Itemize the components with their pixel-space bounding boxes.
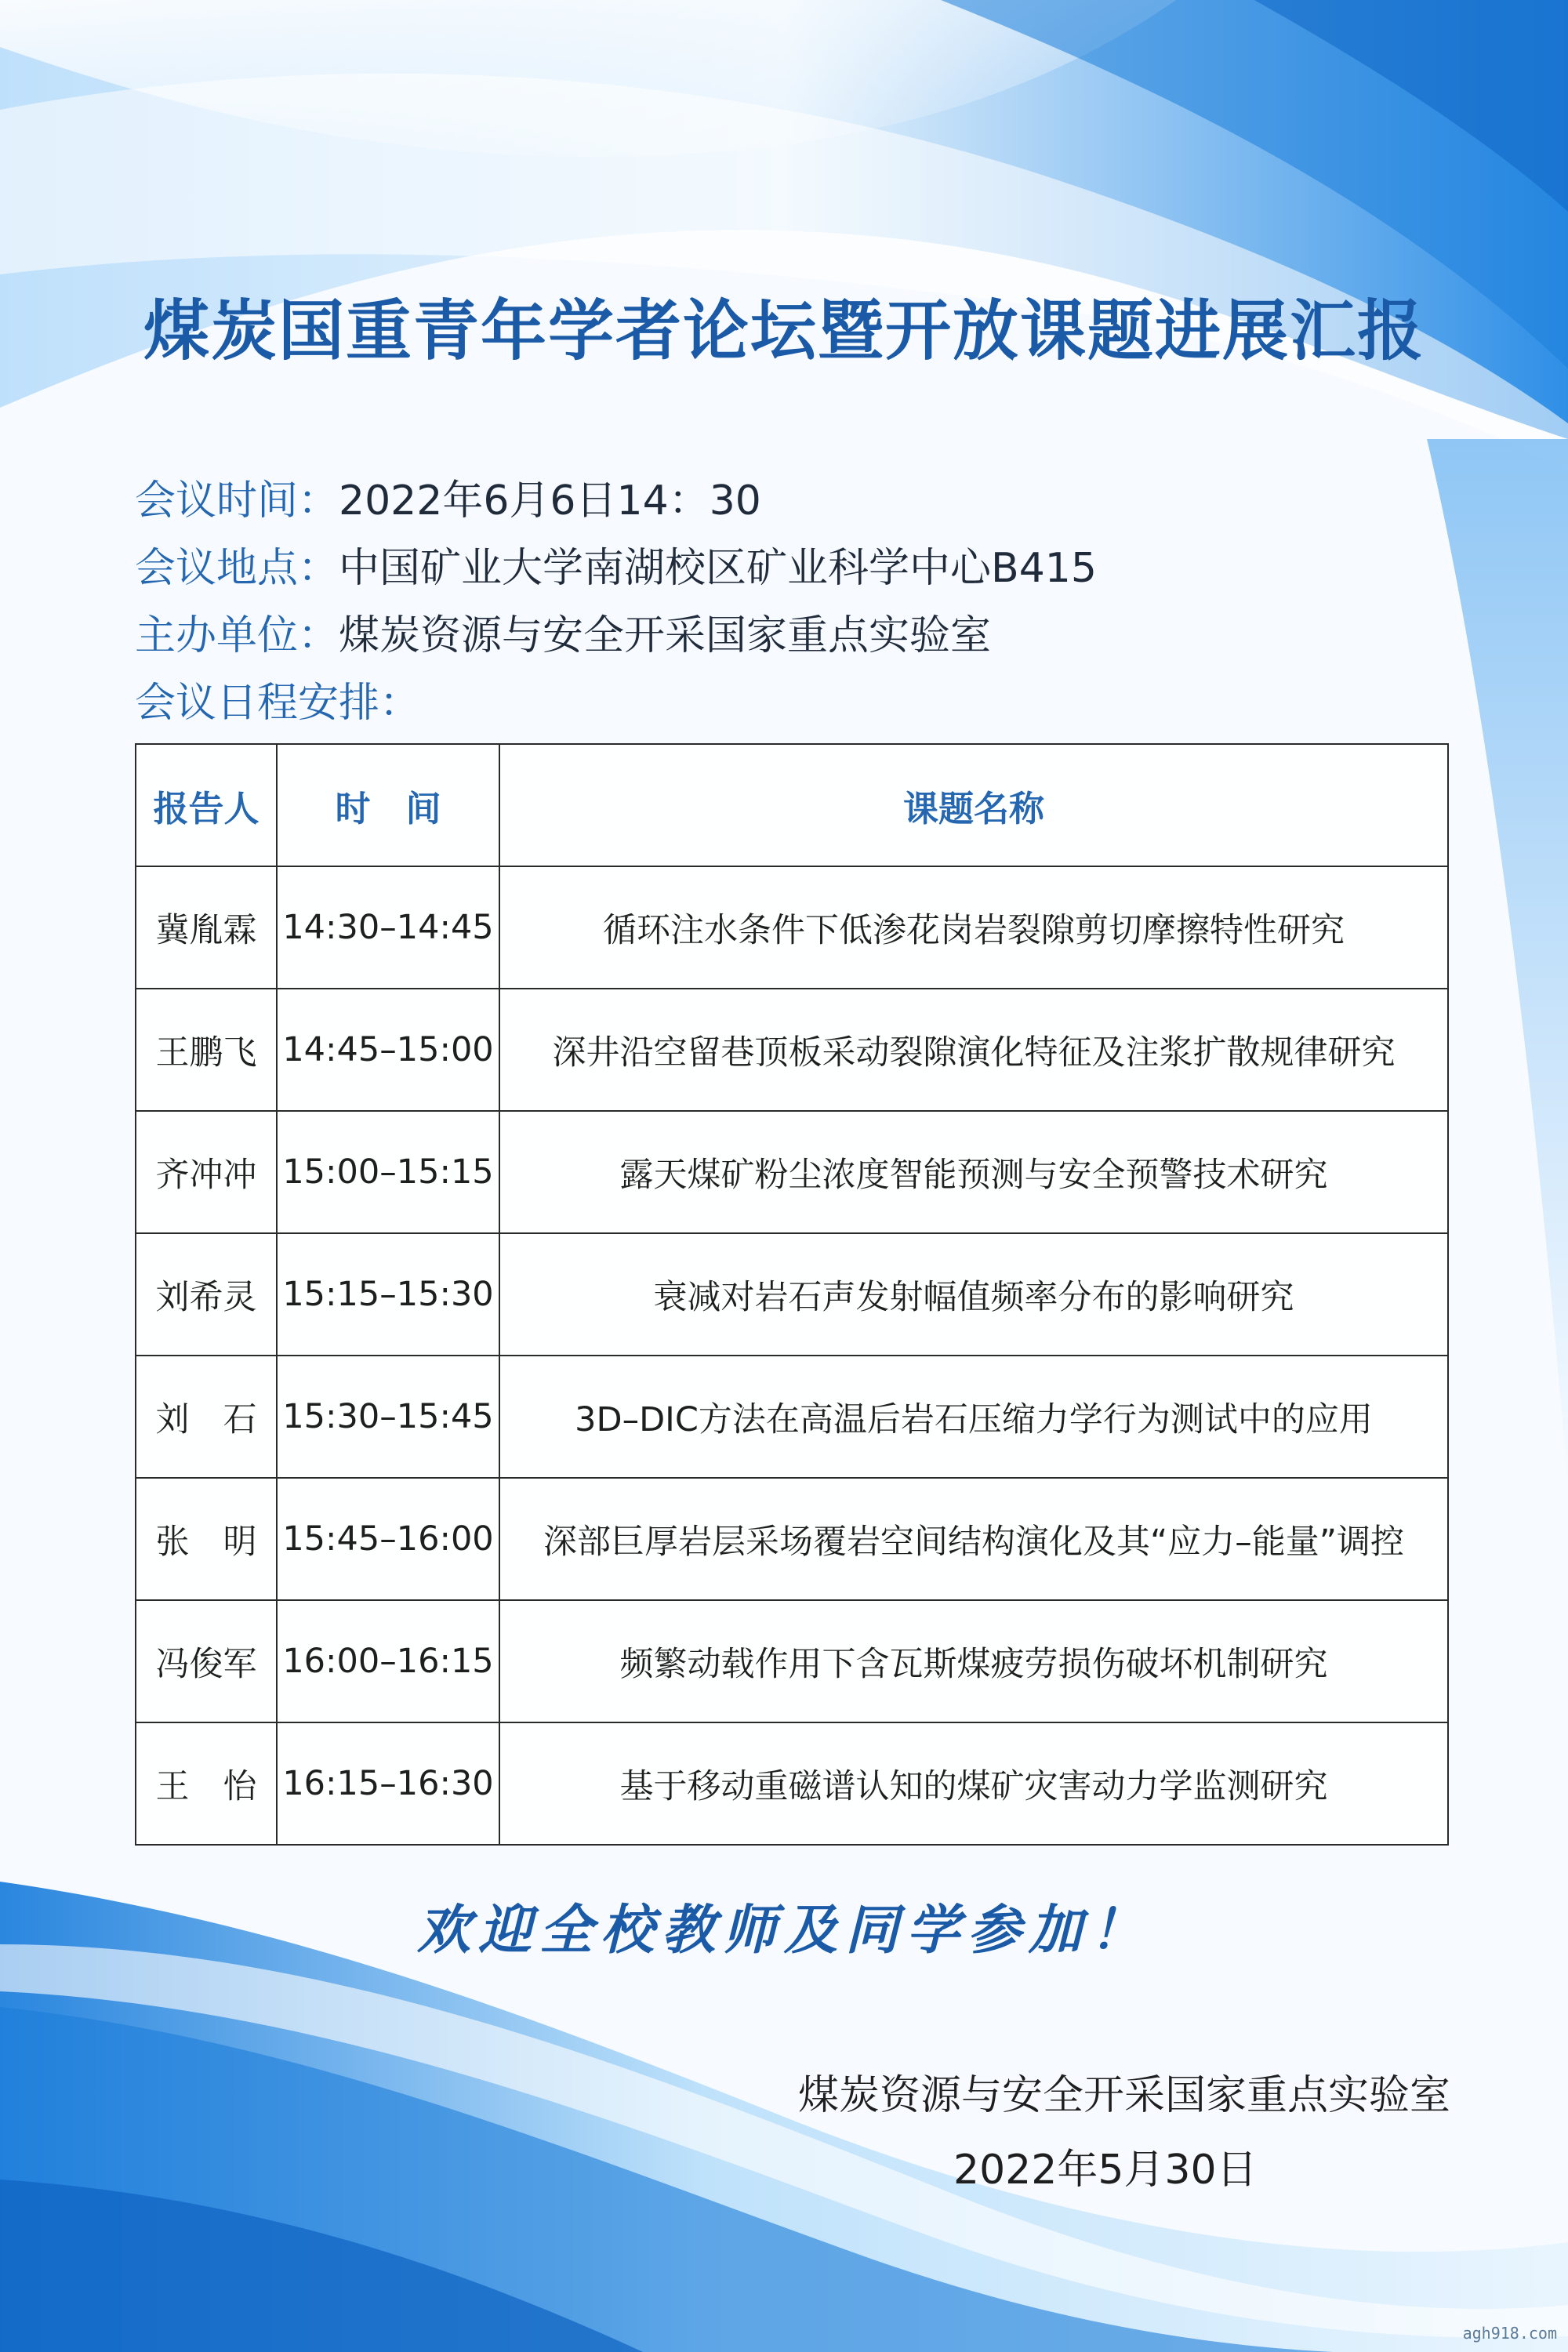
welcome-message: 欢迎全校教师及同学参加！ <box>416 1899 1151 1962</box>
table-row <box>136 866 1448 989</box>
header-speaker: 报告人 <box>136 744 277 866</box>
row-speaker: 齐冲冲 <box>136 1111 277 1233</box>
row-time: 14:45–15:00 <box>277 989 499 1111</box>
table-row <box>136 1356 1448 1478</box>
row-speaker: 张 明 <box>136 1478 277 1600</box>
row-speaker: 冀胤霖 <box>136 866 277 989</box>
row-time: 15:00–15:15 <box>277 1111 499 1233</box>
row-topic: 基于移动重磁谱认知的煤矿灾害动力学监测研究 <box>499 1722 1448 1845</box>
row-topic: 频繁动载作用下含瓦斯煤疲劳损伤破坏机制研究 <box>499 1600 1448 1722</box>
info-schedule <box>135 670 420 728</box>
row-topic: 深部巨厚岩层采场覆岩空间结构演化及其“应力–能量”调控 <box>499 1478 1448 1600</box>
row-speaker: 王 怡 <box>136 1722 277 1845</box>
header-topic: 课题名称 <box>499 744 1448 866</box>
row-topic: 露天煤矿粉尘浓度智能预测与安全预警技术研究 <box>499 1111 1448 1233</box>
row-speaker: 王鹏飞 <box>136 989 277 1111</box>
info-place-label: 会议地点： <box>135 545 339 592</box>
info-host <box>135 602 991 661</box>
info-place-value: 中国矿业大学南湖校区矿业科学中心B415 <box>339 545 1097 592</box>
table-header-row <box>136 744 1448 866</box>
info-time <box>135 467 761 526</box>
info-host-label: 主办单位： <box>135 612 339 659</box>
row-speaker: 冯俊军 <box>136 1600 277 1722</box>
row-time: 14:30–14:45 <box>277 866 499 989</box>
table-row <box>136 989 1448 1111</box>
row-time: 15:15–15:30 <box>277 1233 499 1356</box>
info-host-value: 煤炭资源与安全开采国家重点实验室 <box>339 612 992 659</box>
row-speaker: 刘希灵 <box>136 1233 277 1356</box>
row-speaker: 刘 石 <box>136 1356 277 1478</box>
table-row <box>136 1600 1448 1722</box>
row-topic: 3D–DIC方法在高温后岩石压缩力学行为测试中的应用 <box>499 1356 1448 1478</box>
row-topic: 循环注水条件下低渗花岗岩裂隙剪切摩擦特性研究 <box>499 866 1448 989</box>
table-row <box>136 1478 1448 1600</box>
table-row <box>136 1111 1448 1233</box>
table-row <box>136 1722 1448 1845</box>
row-time: 16:15–16:30 <box>277 1722 499 1845</box>
page-title: 煤炭国重青年学者论坛暨开放课题进展汇报 <box>143 292 1425 369</box>
row-time: 16:00–16:15 <box>277 1600 499 1722</box>
row-topic: 衰减对岩石声发射幅值频率分布的影响研究 <box>499 1233 1448 1356</box>
row-topic: 深井沿空留巷顶板采动裂隙演化特征及注浆扩散规律研究 <box>499 989 1448 1111</box>
row-time: 15:30–15:45 <box>277 1356 499 1478</box>
info-schedule-label: 会议日程安排： <box>135 680 421 727</box>
watermark: agh918.com <box>1462 2324 1557 2343</box>
schedule-table <box>135 743 1449 1846</box>
signature-date: 2022年5月30日 <box>953 2147 1258 2194</box>
info-place <box>135 535 1097 593</box>
signature-org: 煤炭资源与安全开采国家重点实验室 <box>797 2072 1450 2119</box>
info-time-label: 会议时间： <box>135 477 339 524</box>
table-row <box>136 1233 1448 1356</box>
row-time: 15:45–16:00 <box>277 1478 499 1600</box>
info-time-value: 2022年6月6日14：30 <box>339 477 761 524</box>
header-time: 时 间 <box>277 744 499 866</box>
